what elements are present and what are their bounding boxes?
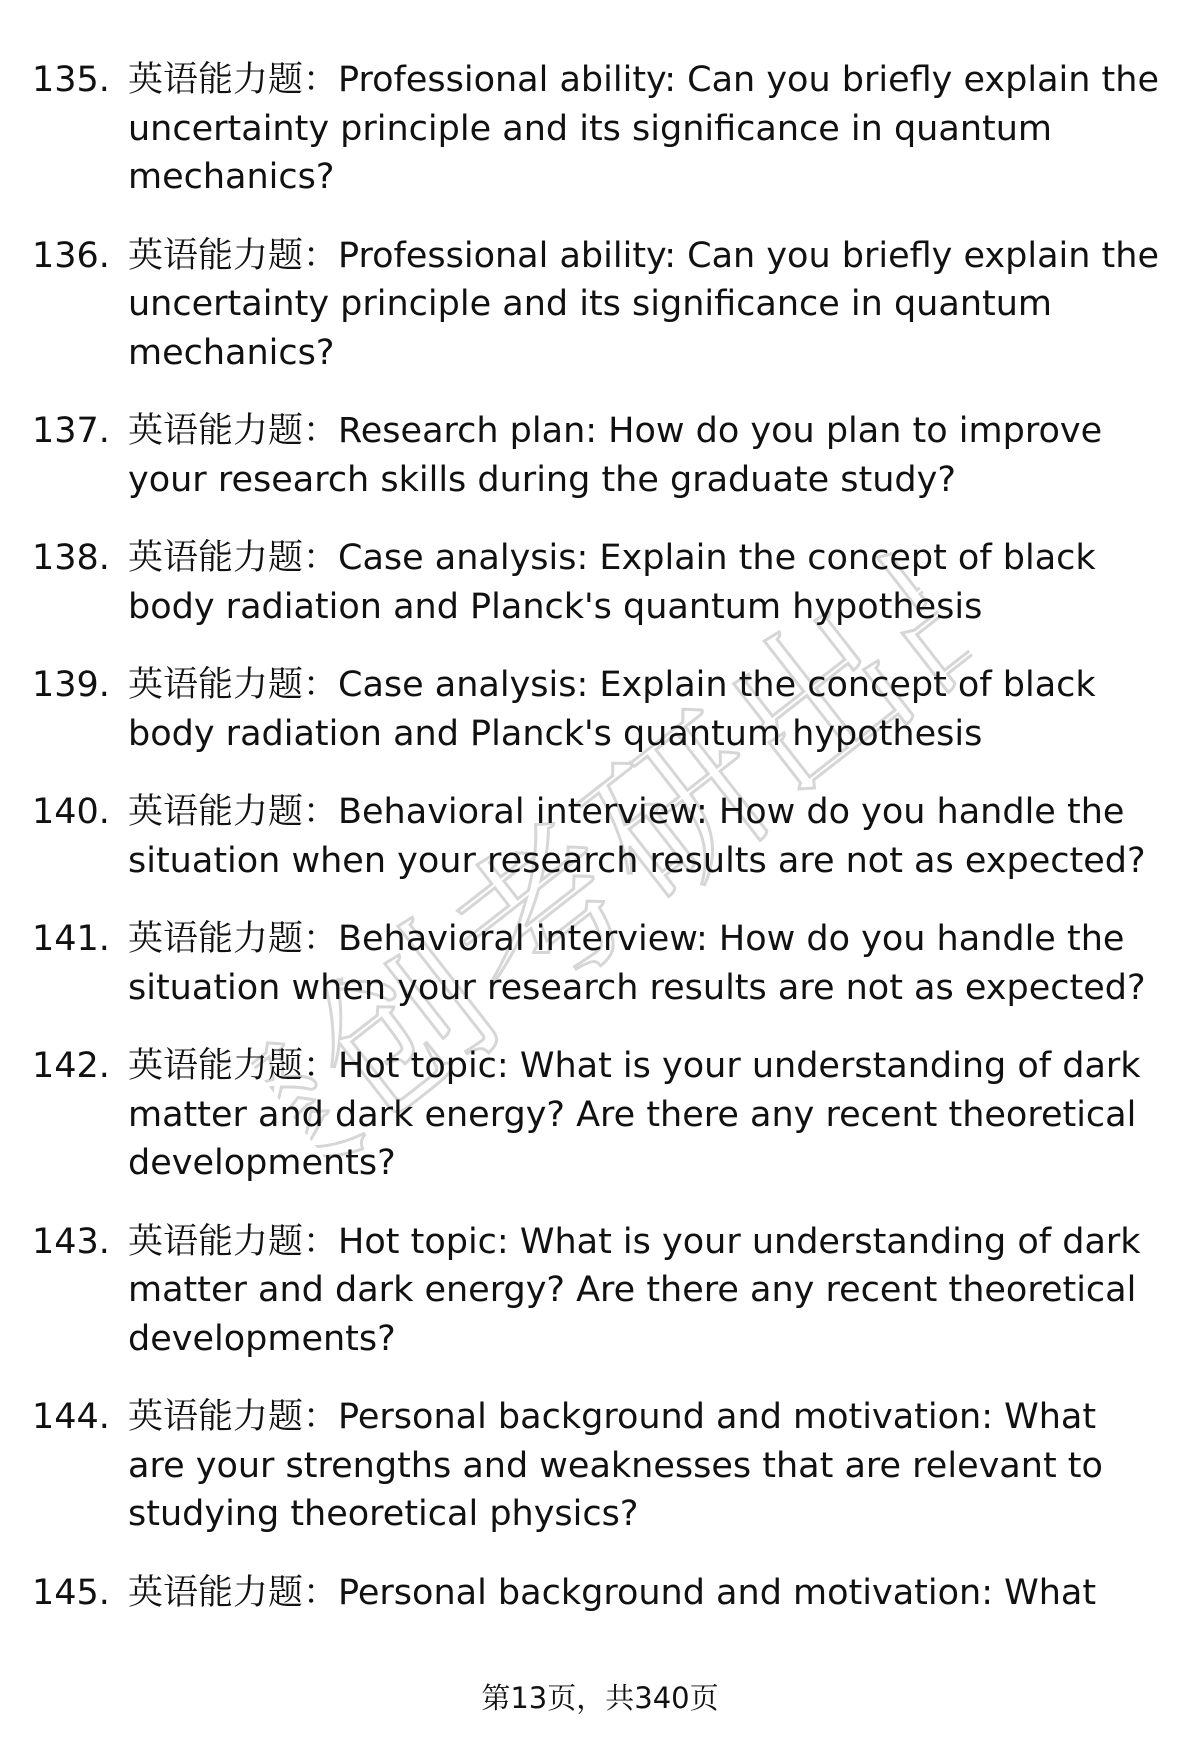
question-number: 137. xyxy=(32,411,110,451)
question-number: 142. xyxy=(32,1046,110,1086)
question-item xyxy=(0,1218,1200,1364)
question-item xyxy=(0,1569,1200,1618)
question-category: 英语能力题： xyxy=(128,538,339,578)
question-category: 英语能力题： xyxy=(128,792,339,832)
question-item xyxy=(0,1042,1200,1188)
question-number: 145. xyxy=(32,1572,110,1613)
question-text: Case analysis: Explain the concept of black body radiation and Planck's quantum hypothesis xyxy=(128,665,1096,754)
question-text: Hot topic: What is your understanding of dark matter and dark energy? Are there any recent theoretical developments? xyxy=(128,1046,1141,1183)
question-item xyxy=(0,534,1200,631)
question-number: 136. xyxy=(32,235,110,276)
question-item xyxy=(0,407,1200,504)
question-text: Professional ability: Can you briefly explain the uncertainty principle and its significance in quantum mechanics? xyxy=(128,235,1159,373)
question-category: 英语能力题： xyxy=(128,235,339,276)
question-text: Case analysis: Explain the concept of black body radiation and Planck's quantum hypothesis xyxy=(128,538,1096,627)
question-category: 英语能力题： xyxy=(128,1572,339,1613)
question-category: 英语能力题： xyxy=(128,919,339,959)
question-text: Personal background and motivation: What are your strengths and weaknesses that are relevant to studying theoretical physics? xyxy=(128,1397,1103,1534)
question-number: 144. xyxy=(32,1397,110,1437)
question-text: Personal background and motivation: What xyxy=(338,1572,1097,1613)
page-footer: 第13页，共340页 xyxy=(481,1681,719,1715)
question-text: Behavioral interview: How do you handle the situation when your research results are not as expected? xyxy=(128,919,1146,1008)
question-text: Professional ability: Can you briefly explain the uncertainty principle and its significance in quantum mechanics? xyxy=(128,60,1159,197)
question-category: 英语能力题： xyxy=(128,665,339,705)
question-text: Behavioral interview: How do you handle the situation when your research results are not as expected? xyxy=(128,792,1146,881)
question-number: 139. xyxy=(32,665,110,705)
question-number: 143. xyxy=(32,1221,110,1262)
question-list xyxy=(0,56,1200,1647)
question-item xyxy=(0,232,1200,378)
question-number: 138. xyxy=(32,538,110,578)
question-category: 英语能力题： xyxy=(128,411,339,451)
question-item xyxy=(0,788,1200,885)
svg-text:聚创考研出品: 聚创考研出品 xyxy=(229,530,1011,1210)
question-category: 英语能力题： xyxy=(128,1046,339,1086)
question-number: 141. xyxy=(32,919,110,959)
question-item xyxy=(0,661,1200,758)
question-number: 140. xyxy=(32,792,110,832)
question-item xyxy=(0,915,1200,1012)
question-item xyxy=(0,56,1200,202)
question-category: 英语能力题： xyxy=(128,60,339,100)
question-number: 135. xyxy=(32,60,110,100)
question-category: 英语能力题： xyxy=(128,1397,339,1437)
question-text: Research plan: How do you plan to improve your research skills during the graduate study? xyxy=(128,411,1103,500)
question-item xyxy=(0,1393,1200,1539)
question-text: Hot topic: What is your understanding of dark matter and dark energy? Are there any recent theoretical developments? xyxy=(128,1221,1141,1359)
question-category: 英语能力题： xyxy=(128,1221,339,1262)
